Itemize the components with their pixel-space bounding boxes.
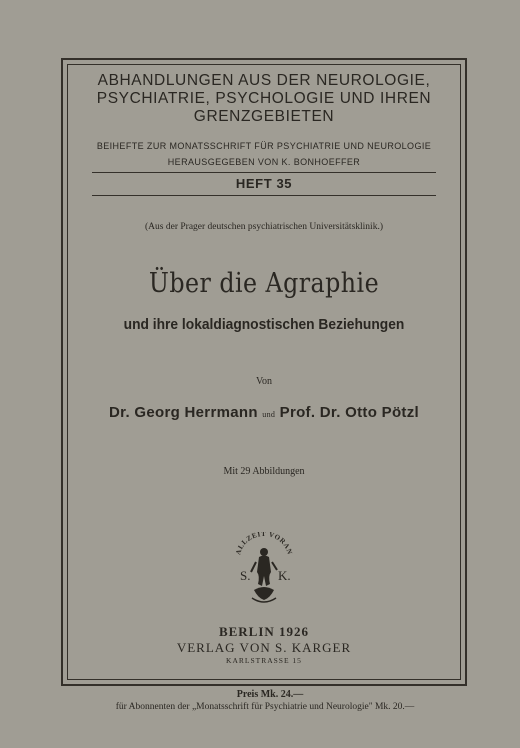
editor-line: HERAUSGEGEBEN VON K. BONHOEFFER (167, 157, 361, 167)
and-word: und (262, 410, 276, 419)
author-2: Prof. Dr. Otto Pötzl (279, 404, 419, 421)
illustrations-note: Mit 29 Abbildungen (223, 466, 305, 477)
price: Preis Mk. 24.— (236, 689, 304, 700)
book-subtitle: und ihre lokaldiagnostischen Beziehungen (123, 316, 405, 333)
book-title: Über die Agraphie (148, 268, 380, 299)
by-label: Von (256, 376, 272, 387)
city-year: BERLIN 1926 (218, 624, 310, 639)
clinic-note: (Aus der Prager deutschen psychiatrischen Universitätsklinik.) (145, 222, 383, 232)
series-title (67, 72, 461, 126)
street-address: KARLSTRASSE 15 (226, 656, 302, 665)
author-1: Dr. Georg Herrmann (109, 404, 258, 421)
series-subtitle (67, 138, 461, 170)
issue-number: HEFT 35 (235, 176, 293, 191)
divider-top (92, 172, 436, 173)
logo-right-letter: K. (278, 568, 291, 583)
subscriber-price: für Abonnenten der „Monatsschrift für Psychiatrie und Neurologie" Mk. 20.— (115, 702, 415, 712)
logo-arc-text: ALLZEIT VORAN (234, 532, 294, 556)
series-line-2: PSYCHIATRIE, PSYCHOLOGIE UND IHREN (96, 90, 432, 107)
authors (67, 404, 461, 421)
beihefte-line: BEIHEFTE ZUR MONATSSCHRIFT FÜR PSYCHIATRIE UND NEUROLOGIE (96, 141, 432, 151)
publisher-logo-icon (226, 532, 302, 612)
divider-bottom (92, 195, 436, 196)
logo-left-letter: S. (240, 568, 251, 583)
series-line-3: GRENZGEBIETEN (193, 108, 335, 125)
publisher: VERLAG VON S. KARGER (176, 640, 352, 655)
series-line-1: ABHANDLUNGEN AUS DER NEUROLOGIE, (97, 72, 431, 89)
